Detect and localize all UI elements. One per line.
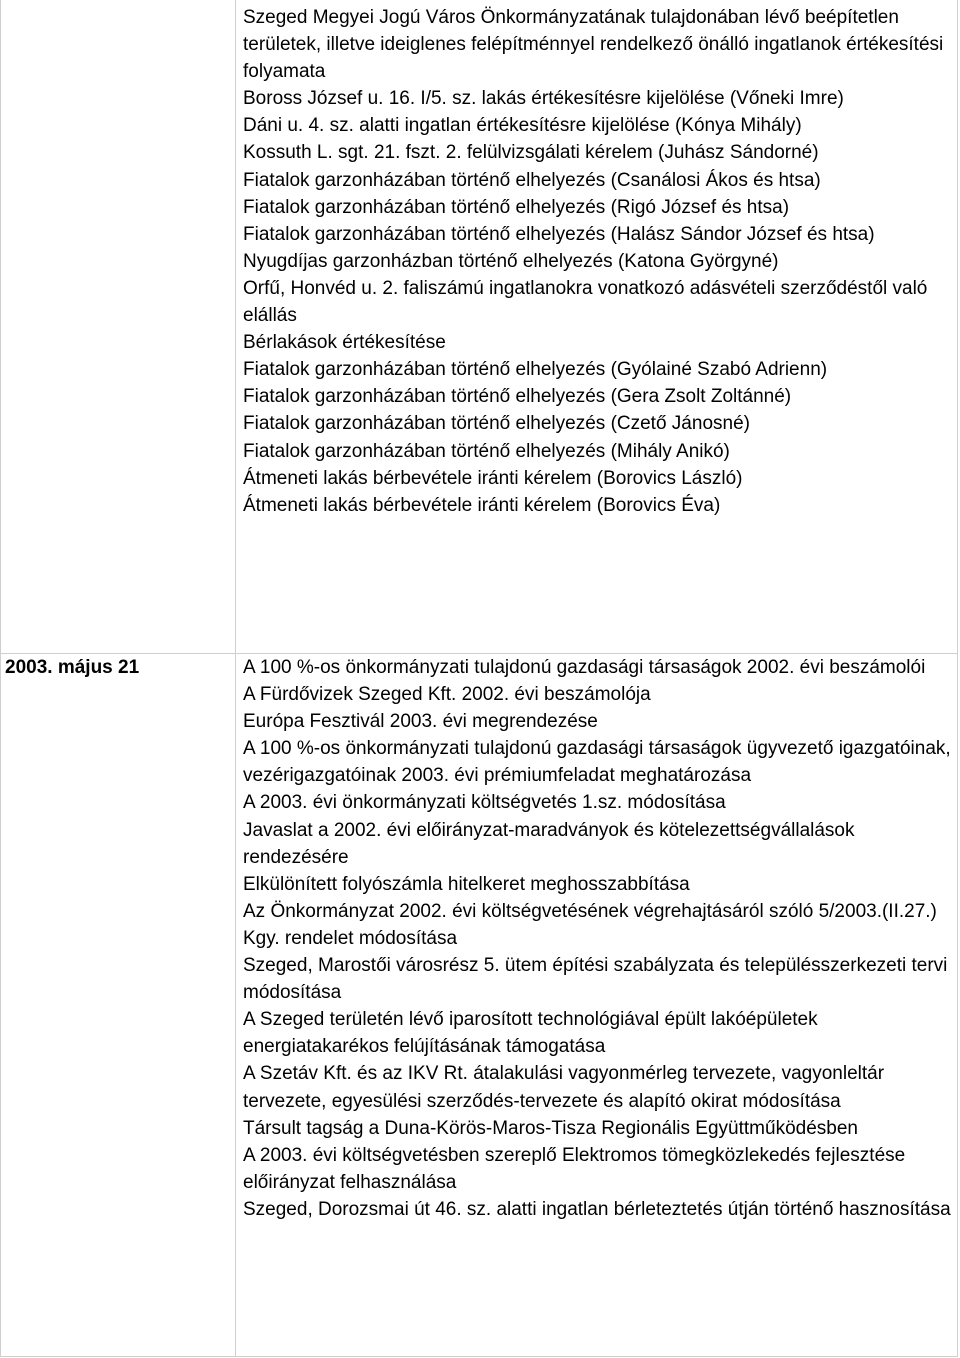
agenda-items-list [243,4,953,519]
agenda-item: A 2003. évi önkormányzati költségvetés 1.sz. módosítása [243,792,726,814]
agenda-item: A Fürdővizek Szeged Kft. 2002. évi beszámolója [243,684,651,706]
agenda-item: Fiatalok garzonházában történő elhelyezés (Rigó József és htsa) [243,196,790,218]
agenda-item: Javaslat a 2002. évi előirányzat-maradványok és kötelezettségvállalások rendezésére [243,819,855,868]
agenda-item: Átmeneti lakás bérbevétele iránti kérelem (Borovics László) [243,467,743,489]
agenda-item: Fiatalok garzonházában történő elhelyezés (Gera Zsolt Zoltánné) [243,386,792,408]
agenda-item: Fiatalok garzonházában történő elhelyezés (Czető Jánosné) [243,413,750,435]
agenda-item: Európa Fesztivál 2003. évi megrendezése [243,711,598,733]
agenda-item: Orfű, Honvéd u. 2. faliszámú ingatlanokra vonatkozó adásvételi szerződéstől való elállás [243,277,928,327]
agenda-item: Átmeneti lakás bérbevétele iránti kérelem (Borovics Éva) [243,494,721,516]
agenda-item: Fiatalok garzonházában történő elhelyezés (Gyólainé Szabó Adrienn) [243,359,828,381]
agenda-item: A 2003. évi költségvetésben szereplő Elektromos tömegközlekedés fejlesztése előirányzat felhasználása [243,1144,906,1193]
agenda-item: Fiatalok garzonházában történő elhelyezés (Halász Sándor József és htsa) [243,223,875,245]
agenda-item: Társult tagság a Duna-Körös-Maros-Tisza Regionális Együttműködésben [243,1117,858,1139]
agenda-item: Szeged Megyei Jogú Város Önkormányzatának tulajdonában lévő beépítetlen területek, illetve ideiglenes felépítménnyel rendelkező önálló ingatlanok értékesítési folyamata [243,7,944,83]
meeting-date: 2003. május 21 [5,657,140,678]
agenda-item: Fiatalok garzonházában történő elhelyezés (Mihály Anikó) [243,440,730,462]
agenda-item: Elkülönített folyószámla hitelkeret meghosszabbítása [243,873,690,895]
agenda-item: A Szetáv Kft. és az IKV Rt. átalakulási vagyonmérleg tervezete, vagyonleltár tervezete, egyesülési szerződés-tervezete és alapító okirat módosítása [243,1063,885,1112]
agenda-item: Bérlakások értékesítése [243,332,446,354]
agenda-item: A Szeged területén lévő iparosított technológiával épült lakóépületek energiatakarékos felújításának támogatása [243,1009,818,1058]
agenda-item: Dáni u. 4. sz. alatti ingatlan értékesítésre kijelölése (Kónya Mihály) [243,115,802,137]
agenda-item: Szeged, Marostői városrész 5. ütem építési szabályzata és településszerkezeti tervi módosítása [243,955,948,1004]
agenda-item: Nyugdíjas garzonházban történő elhelyezés (Katona Györgyné) [243,250,779,272]
agenda-item: Kossuth L. sgt. 21. fszt. 2. felülvizsgálati kérelem (Juhász Sándorné) [243,142,819,164]
agenda-item: Szeged, Dorozsmai út 46. sz. alatti ingatlan bérleteztetés útján történő hasznosítása [243,1198,951,1220]
agenda-item: A 100 %-os önkormányzati tulajdonú gazdasági társaságok 2002. évi beszámolói [243,657,926,678]
agenda-item: Boross József u. 16. I/5. sz. lakás értékesítésre kijelölése (Vőneki Imre) [243,88,844,110]
agenda-item: Az Önkormányzat 2002. évi költségvetésének végrehajtásáról szóló 5/2003.(II.27.) Kgy. rendelet módosítása [243,900,937,949]
agenda-items-list [243,654,953,1223]
column-divider [235,0,236,1356]
agenda-item: A 100 %-os önkormányzati tulajdonú gazdasági társaságok ügyvezető igazgatóinak, vezérigazgatóinak 2003. évi prémiumfeladat meghatározása [243,738,951,787]
agenda-item: Fiatalok garzonházában történő elhelyezés (Csanálosi Ákos és htsa) [243,169,821,191]
